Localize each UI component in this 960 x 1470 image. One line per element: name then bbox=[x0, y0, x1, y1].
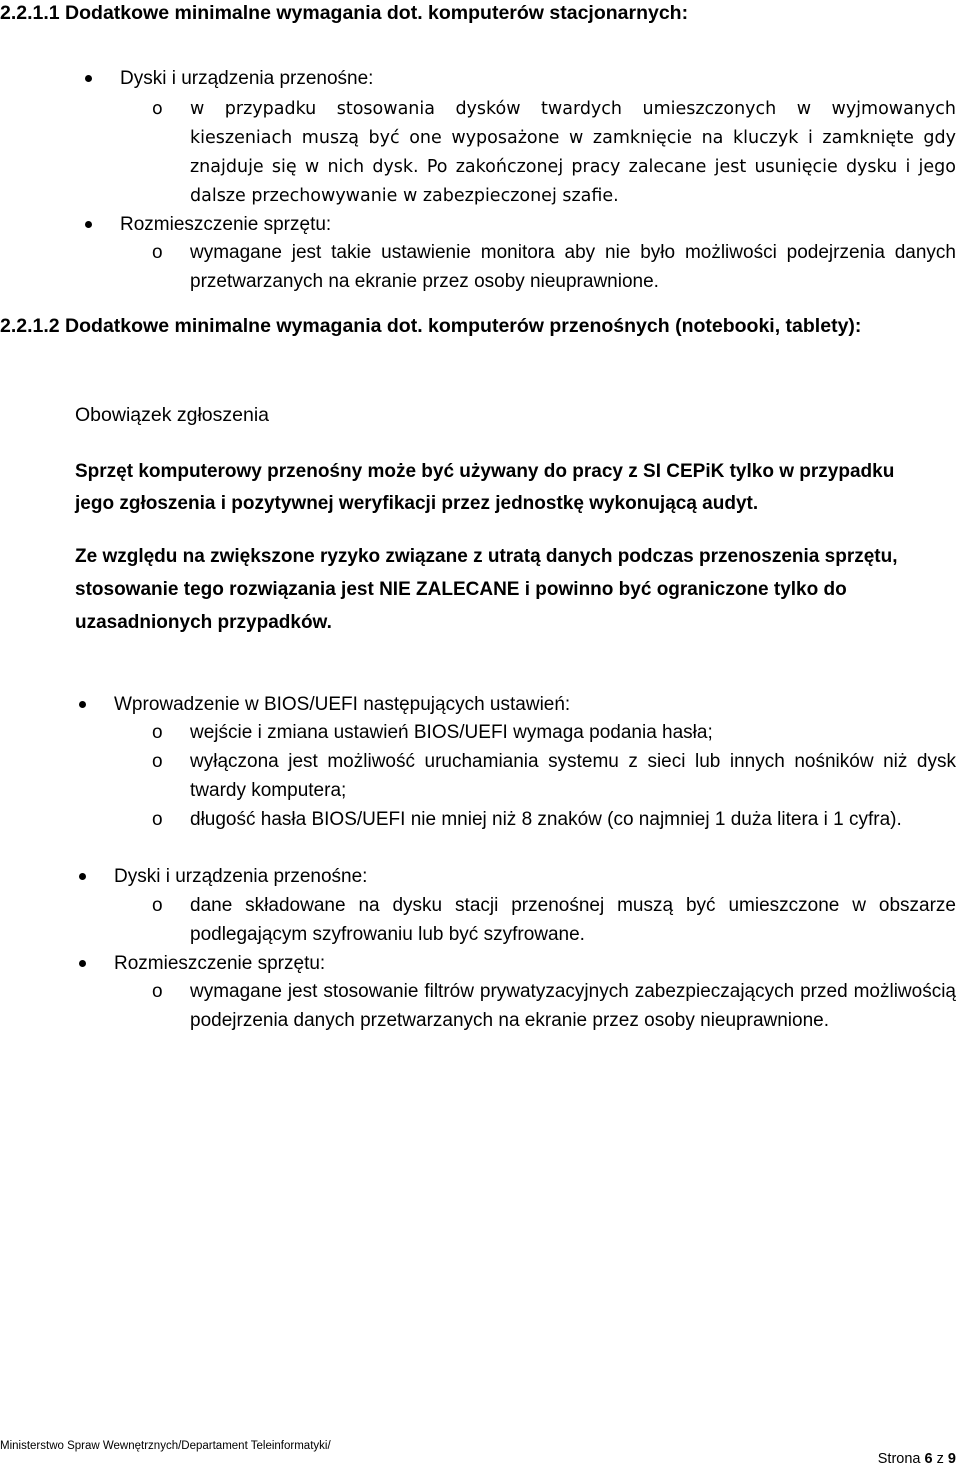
bullet-bios-settings: Wprowadzenie w BIOS/UEFI następujących ustawień: bbox=[114, 690, 570, 719]
sub-removable-disk-cont: Po zakończonej pracy zalecane jest usunięcie dysku i jego dalsze przechowywanie w zabezpieczonej szafie. bbox=[190, 157, 956, 206]
obligation-title: Obowiązek zgłoszenia bbox=[75, 404, 270, 426]
sub-removable-disk bbox=[190, 95, 956, 211]
page-current: 6 bbox=[924, 1451, 933, 1467]
section-heading-laptop: 2.2.1.2 Dodatkowe minimalne wymagania dot. komputerów przenośnych (notebooki, tablety): bbox=[0, 315, 862, 337]
sub-privacy-filters: o wymagane jest stosowanie filtrów prywatyzacyjnych zabezpieczających przed możliwością podejrzenia danych przetwarzanych na ekranie przez osoby nieuprawnione. bbox=[190, 977, 956, 1035]
sub-encryption: o dane składowane na dysku stacji przenośnej muszą być umieszczone w obszarze podlegającym szyfrowaniu lub być szyfrowane. bbox=[190, 891, 956, 949]
bullet-equipment-placement-laptop: Rozmieszczenie sprzętu: bbox=[114, 949, 325, 978]
sub-bios-password: o wejście i zmiana ustawień BIOS/UEFI wymaga podania hasła; bbox=[190, 718, 956, 747]
page-total: 9 bbox=[947, 1451, 956, 1467]
footer-department: Ministerstwo Spraw Wewnętrznych/Departament Teleinformatyki/ bbox=[0, 1440, 331, 1452]
footer-page-number bbox=[878, 1451, 956, 1467]
sub-password-length: o długość hasła BIOS/UEFI nie mniej niż 8 znaków (co najmniej 1 duża litera i 1 cyfra). bbox=[190, 805, 956, 834]
page-sep: z bbox=[936, 1451, 944, 1467]
sub-removable-disk-text: w przypadku stosowania dysków twardych umieszczonych w wyjmowanych kieszeniach muszą być one wyposażone w zamknięcie na kluczyk i zamknięte gdy znajduje się w nich dysk. bbox=[190, 99, 956, 177]
sub-monitor-placement: o wymagane jest takie ustawienie monitora aby nie było możliwości podejrzenia danych przetwarzanych na ekranie przez osoby nieuprawnione. bbox=[190, 238, 956, 296]
bullet-equipment-placement: Rozmieszczenie sprzętu: bbox=[120, 210, 331, 239]
sub-boot-restriction: o wyłączona jest możliwość uruchamiania systemu z sieci lub innych nośników niż dysk twardy komputera; bbox=[190, 747, 956, 805]
bullet-portable-drives: Dyski i urządzenia przenośne: bbox=[120, 64, 373, 93]
risk-text: Ze względu na zwiększone ryzyko związane z utratą danych podczas przenoszenia sprzętu, stosowanie tego rozwiązania jest NIE ZALECANE i powinno być ograniczone tylko do uzasadnionych przypadków. bbox=[75, 546, 898, 633]
page-prefix: Strona bbox=[877, 1451, 921, 1467]
bullet-portable-drives-laptop: Dyski i urządzenia przenośne: bbox=[114, 862, 367, 891]
section-heading-desktop: 2.2.1.1 Dodatkowe minimalne wymagania dot. komputerów stacjonarnych: bbox=[0, 2, 689, 24]
obligation-text: Sprzęt komputerowy przenośny może być używany do pracy z SI CEPiK tylko w przypadku jego zgłoszenia i pozytywnej weryfikacji przez jednostkę wykonującą audyt. bbox=[75, 461, 895, 514]
